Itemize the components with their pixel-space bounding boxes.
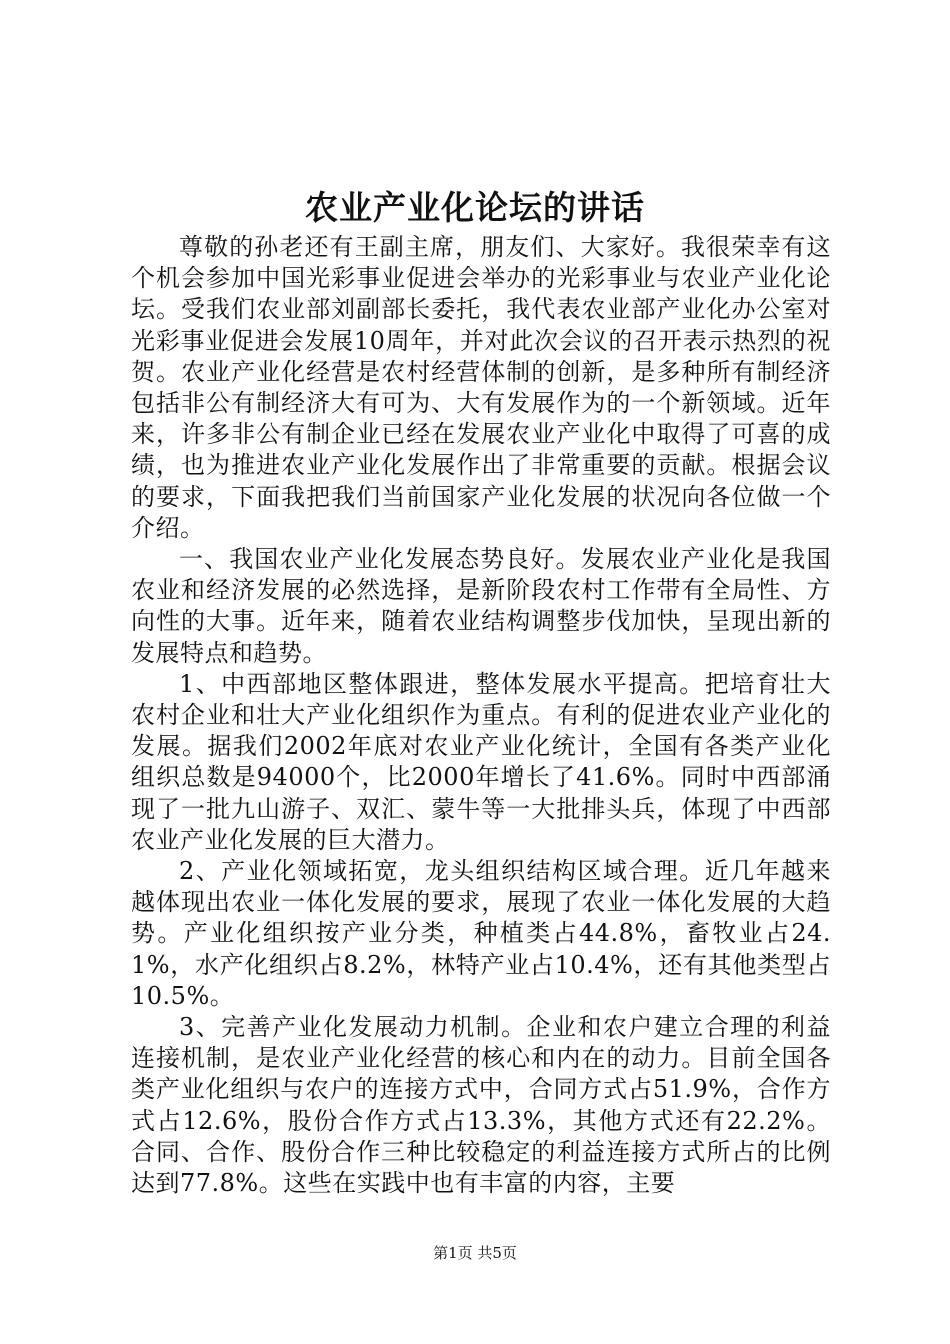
paragraph-point-3: 3、完善产业化发展动力机制。企业和农户建立合理的利益连接机制，是农业产业化经营的核心和内在的动力。目前全国各类产业化组织与农户的连接方式中，合同方式占51.9%，合作方式占12.6%，股份合作方式占13.3%，其他方式还有22.2%。合同、合作、股份合作三种比较稳定的利益连接方式所占的比例达到77.8%。这些在实践中也有丰富的内容，主要 bbox=[131, 1013, 831, 1198]
paragraph-point-1: 1、中西部地区整体跟进，整体发展水平提高。把培育壮大农村企业和壮大产业化组织作为重点。有利的促进农业产业化的发展。据我们2002年底对农业产业化统计，全国有各类产业化组织总数是94000个，比2000年增长了41.6%。同时中西部涌现了一批九山游子、双汇、蒙牛等一大批排头兵，体现了中西部农业产业化发展的巨大潜力。 bbox=[131, 669, 831, 854]
page-number: 第1页 共5页 bbox=[433, 1244, 517, 1262]
paragraph-point-2: 2、产业化领域拓宽，龙头组织结构区域合理。近几年越来越体现出农业一体化发展的要求，展现了农业一体化发展的大趋势。产业化组织按产业分类，种植类占44.8%，畜牧业占24.1%，水产化组织占8.2%，林特产业占10.4%，还有其他类型占10.5%。 bbox=[131, 857, 831, 1010]
document-title: 农业产业化论坛的讲话 bbox=[305, 188, 645, 227]
paragraph-section-one: 一、我国农业产业化发展态势良好。发展农业产业化是我国农业和经济发展的必然选择，是新阶段农村工作带有全局性、方向性的大事。近年来，随着农业结构调整步伐加快，呈现出新的发展特点和趋势。 bbox=[131, 545, 831, 667]
paragraph-intro: 尊敬的孙老还有王副主席，朋友们、大家好。我很荣幸有这个机会参加中国光彩事业促进会举办的光彩事业与农业产业化论坛。受我们农业部刘副部长委托，我代表农业部产业化办公室对光彩事业促进会发展10周年，并对此次会议的召开表示热烈的祝贺。农业产业化经营是农村经营体制的创新，是多种所有制经济包括非公有制经济大有可为、大有发展作为的一个新领域。近年来，许多非公有制企业已经在发展农业产业化中取得了可喜的成绩，也为推进农业产业化发展作出了非常重要的贡献。根据会议的要求，下面我把我们当前国家产业化发展的状况向各位做一个介绍。 bbox=[131, 233, 831, 542]
document-body bbox=[131, 232, 831, 1199]
